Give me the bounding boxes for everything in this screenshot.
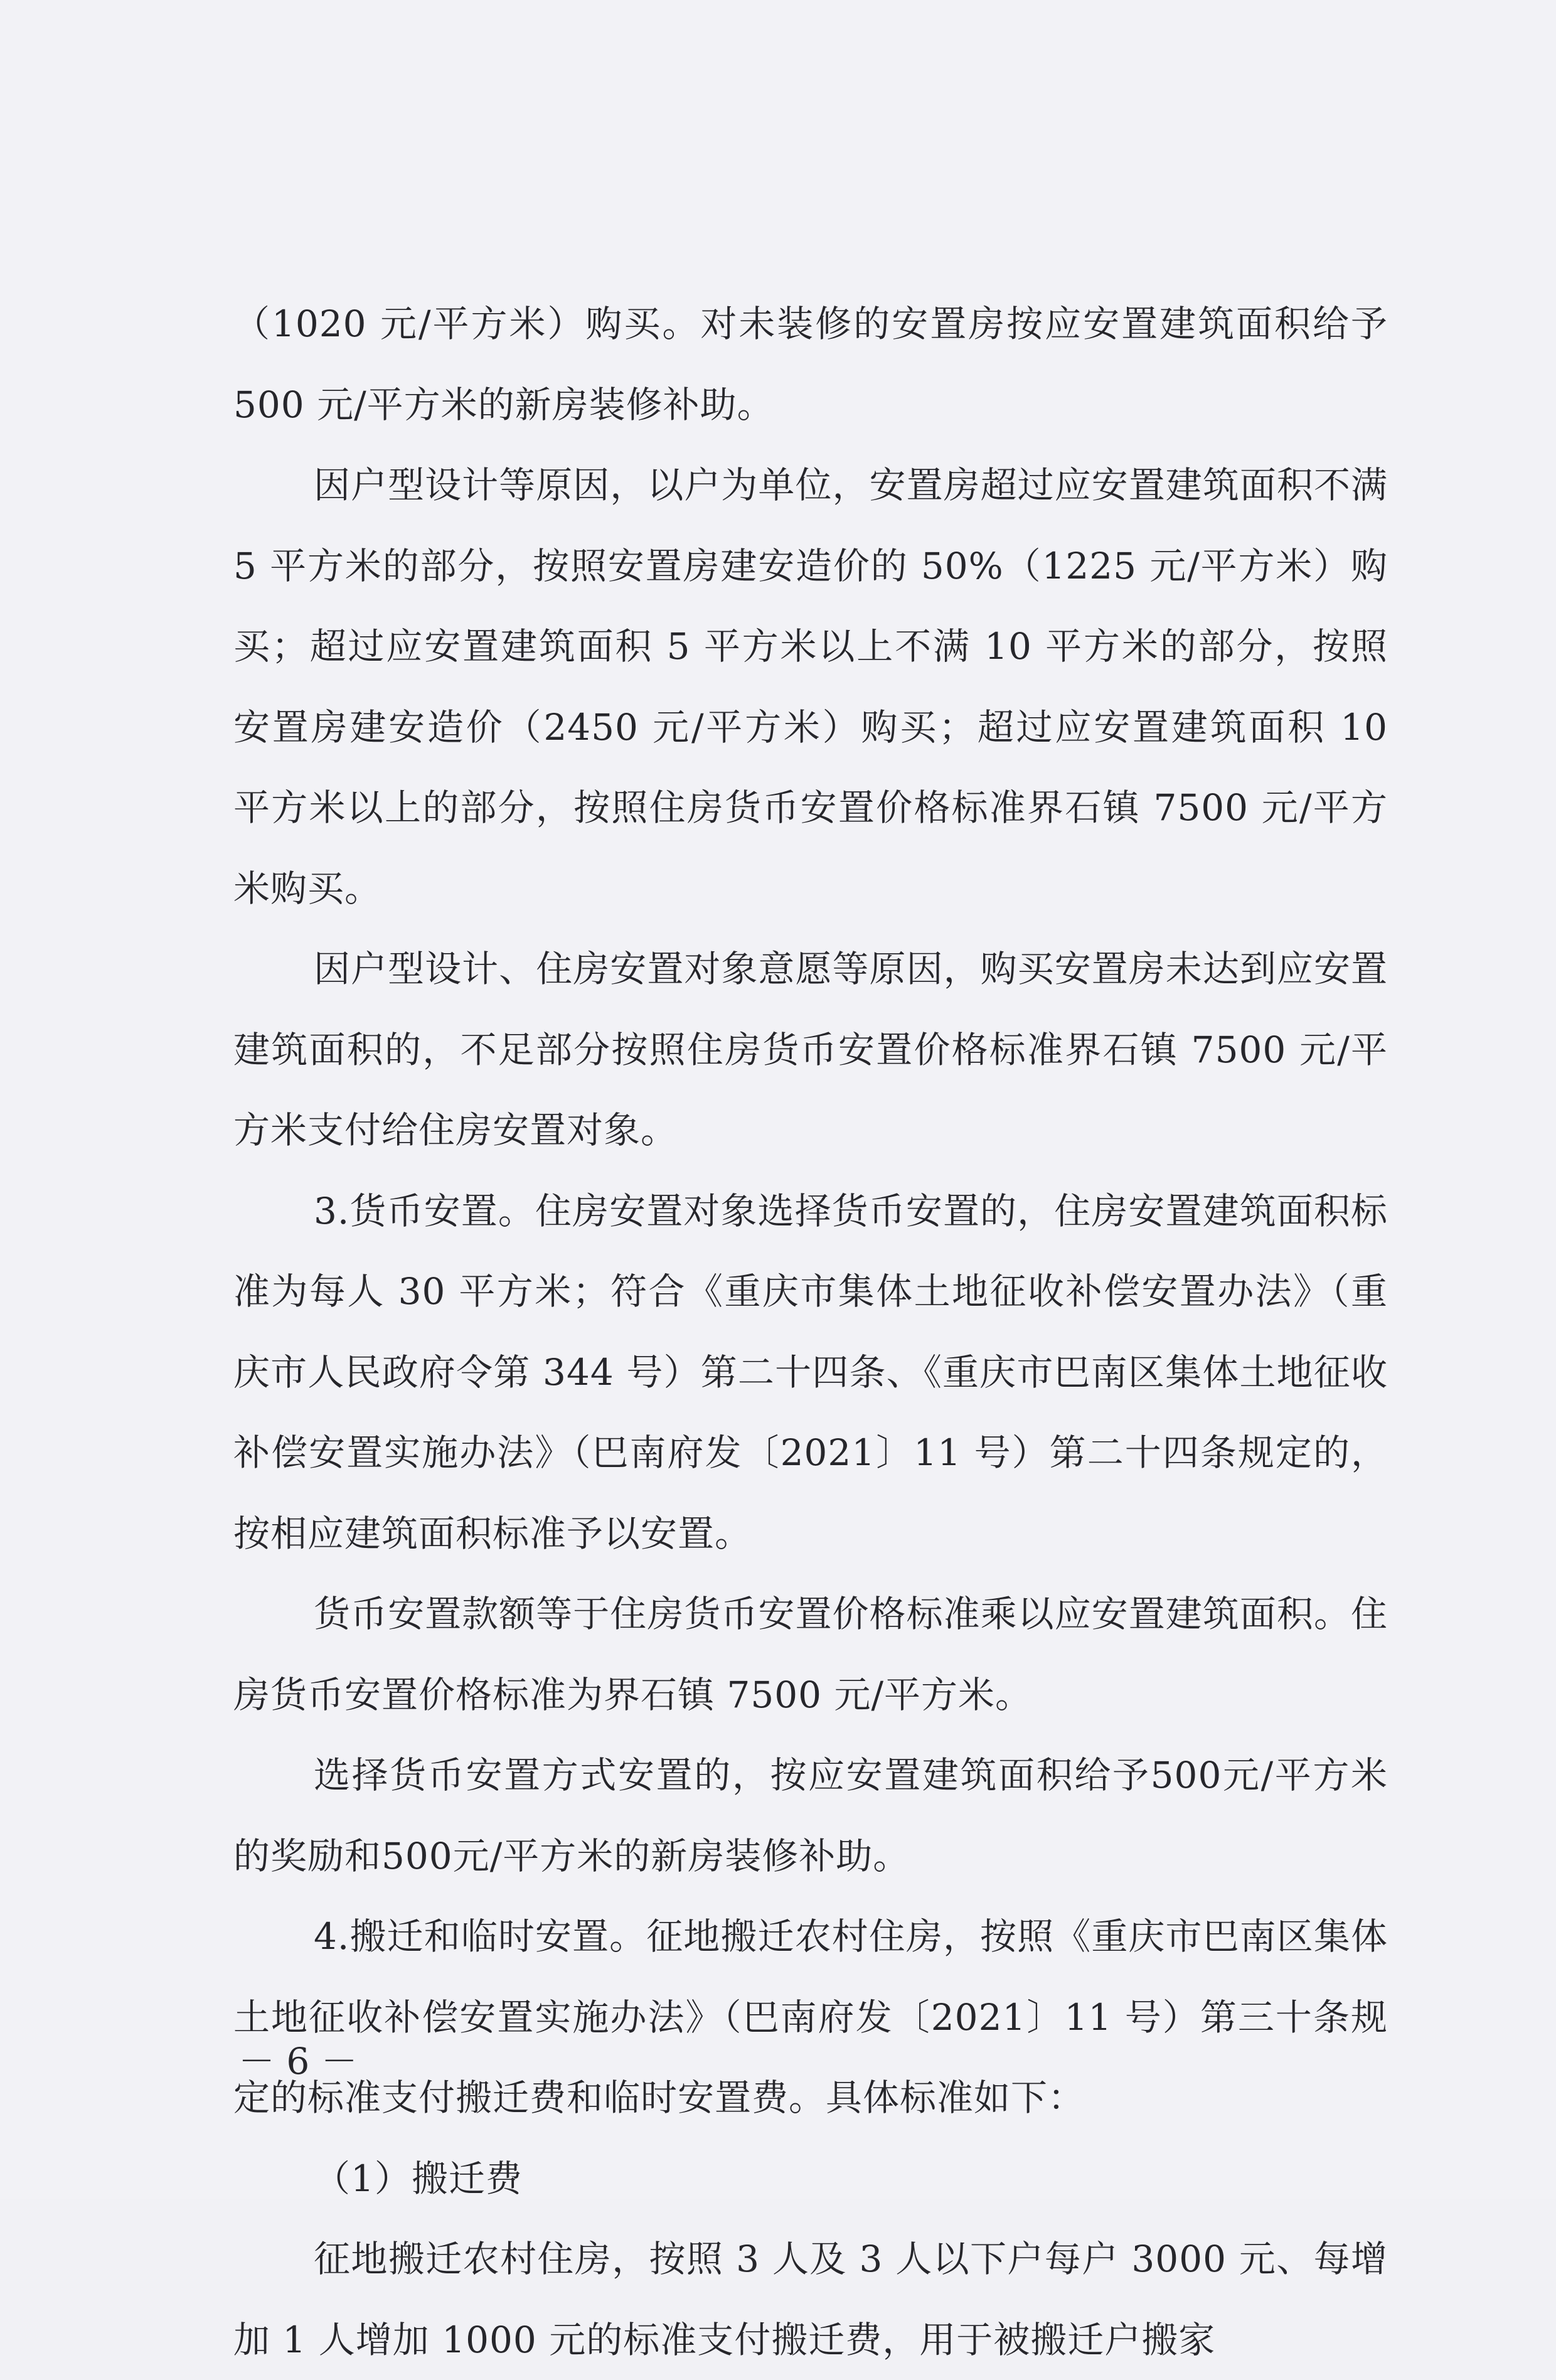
paragraph-2: 因户型设计等原因，以户为单位，安置房超过应安置建筑面积不满 5 平方米的部分，按照安置房建安造价的 50%（1225 元/平方米）购买；超过应安置建筑面积 5 平方米以上不满 10 平方米的部分，按照安置房建安造价（2450 元/平方米）购买；超过应安置建筑面积 10 平方米以上的部分，按照住房货币安置价格标准界石镇 7500 元/平方米购买。 [233,464,1388,910]
paragraph-7: 4.搬迁和临时安置。征地搬迁农村住房，按照《重庆市巴南区集体土地征收补偿安置实施办法》（巴南府发〔2021〕11 号）第三十条规定的标准支付搬迁费和临时安置费。具体标准如下： [233,1915,1388,2119]
page-number: － 6 － [238,2040,358,2083]
paragraph-8: （1）搬迁费 [314,2157,523,2200]
paragraph-6: 选择货币安置方式安置的，按应安置建筑面积给予500元/平方米的奖励和500元/平方米的新房装修补助。 [233,1754,1388,1877]
paragraph-9: 征地搬迁农村住房，按照 3 人及 3 人以下户每户 3000 元、每增加 1 人增加 1000 元的标准支付搬迁费，用于被搬迁户搬家 [233,2238,1388,2361]
body-text [233,284,1388,2380]
paragraph-1: （1020 元/平方米）购买。对未装修的安置房按应安置建筑面积给予 500 元/平方米的新房装修补助。 [233,302,1388,426]
paragraph-4: 3.货币安置。住房安置对象选择货币安置的，住房安置建筑面积标准为每人 30 平方米；符合《重庆市集体土地征收补偿安置办法》（重庆市人民政府令第 344 号）第二十四条、《重庆市巴南区集体土地征收补偿安置实施办法》（巴南府发〔2021〕11 号）第二十四条规定的，按相应建筑面积标准予以安置。 [233,1189,1388,1555]
paragraph-5: 货币安置款额等于住房货币安置价格标准乘以应安置建筑面积。住房货币安置价格标准为界石镇 7500 元/平方米。 [233,1593,1388,1716]
paragraph-3: 因户型设计、住房安置对象意愿等原因，购买安置房未达到应安置建筑面积的，不足部分按照住房货币安置价格标准界石镇 7500 元/平方米支付给住房安置对象。 [233,947,1388,1151]
